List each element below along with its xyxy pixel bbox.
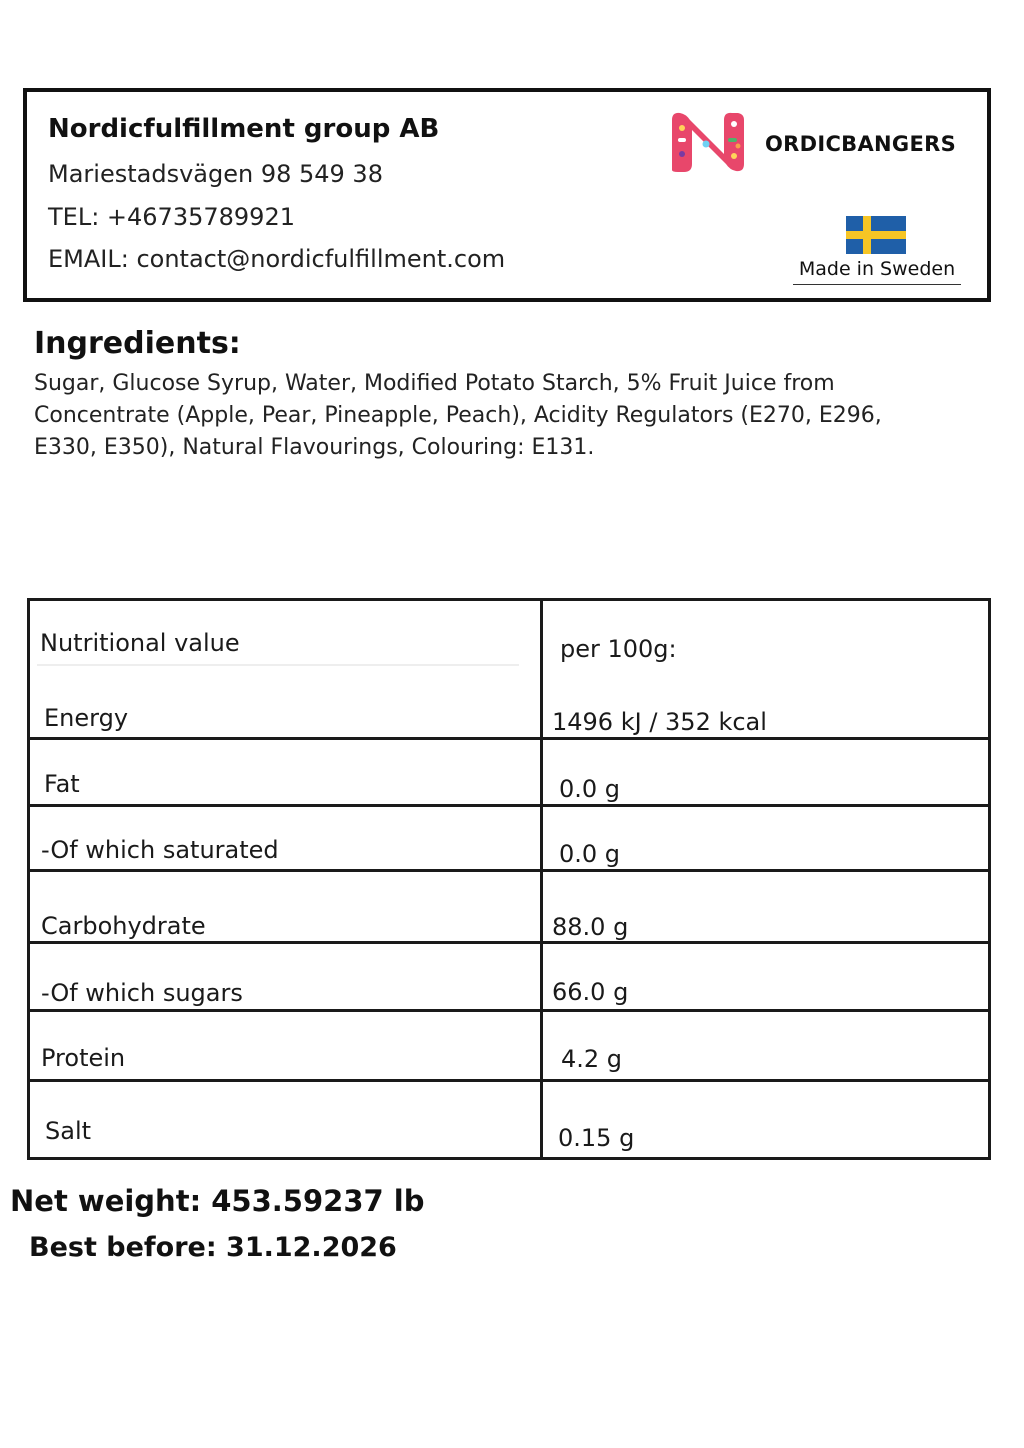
best-before-date: Best before: 31.12.2026 (29, 1232, 397, 1263)
header-separator (37, 664, 519, 666)
company-name: Nordicfulfillment group AB (48, 114, 440, 144)
nutrient-value: 0.0 g (559, 775, 621, 803)
nutrition-table-frame (27, 598, 991, 1160)
nutrient-value: 88.0 g (552, 913, 629, 941)
made-in-label: Made in Sweden (793, 258, 961, 285)
nordicbangers-logo (668, 110, 968, 174)
nutrition-header-label: Nutritional value (40, 629, 240, 657)
company-email: EMAIL: contact@nordicfulfillment.com (48, 245, 506, 273)
nutrient-label: Protein (41, 1044, 126, 1072)
column-divider (540, 598, 543, 1160)
row-divider (27, 737, 991, 740)
row-divider (27, 1079, 991, 1082)
nutrient-label: -Of which saturated (41, 836, 279, 864)
logo-text: ORDICBANGERS (765, 132, 956, 156)
ingredients-heading: Ingredients: (34, 326, 241, 361)
sweden-flag-icon (846, 216, 906, 254)
nutrient-value: 1496 kJ / 352 kcal (552, 708, 767, 736)
nutrition-table (27, 598, 991, 1160)
company-address: Mariestadsvägen 98 549 38 (48, 160, 383, 188)
ingredients-text: Sugar, Glucose Syrup, Water, Modified Potato Starch, 5% Fruit Juice from Concentrate (Apple, Pear, Pineapple, Peach), Acidity Regulators (E270, E296, E330, E350), Natural Flavourings, Colouring: E131. (34, 371, 882, 460)
row-divider (27, 941, 991, 944)
company-phone: TEL: +46735789921 (48, 203, 295, 231)
net-weight: Net weight: 453.59237 lb (10, 1184, 425, 1218)
nutrition-header-value: per 100g: (560, 635, 677, 663)
row-divider (27, 1009, 991, 1012)
row-divider (27, 869, 991, 872)
nutrient-label: Fat (44, 770, 80, 798)
nutrient-label: Energy (44, 704, 129, 732)
company-info-box (23, 88, 991, 302)
nutrient-value: 66.0 g (552, 978, 629, 1006)
row-divider (27, 804, 991, 807)
nutrient-value: 0.15 g (558, 1124, 635, 1152)
nutrient-label: Carbohydrate (41, 912, 206, 940)
nutrient-value: 4.2 g (561, 1045, 623, 1073)
logo-n-icon (668, 110, 760, 174)
nutrient-label: Salt (45, 1117, 92, 1145)
nutrient-label: -Of which sugars (41, 979, 243, 1007)
nutrient-value: 0.0 g (559, 840, 621, 868)
